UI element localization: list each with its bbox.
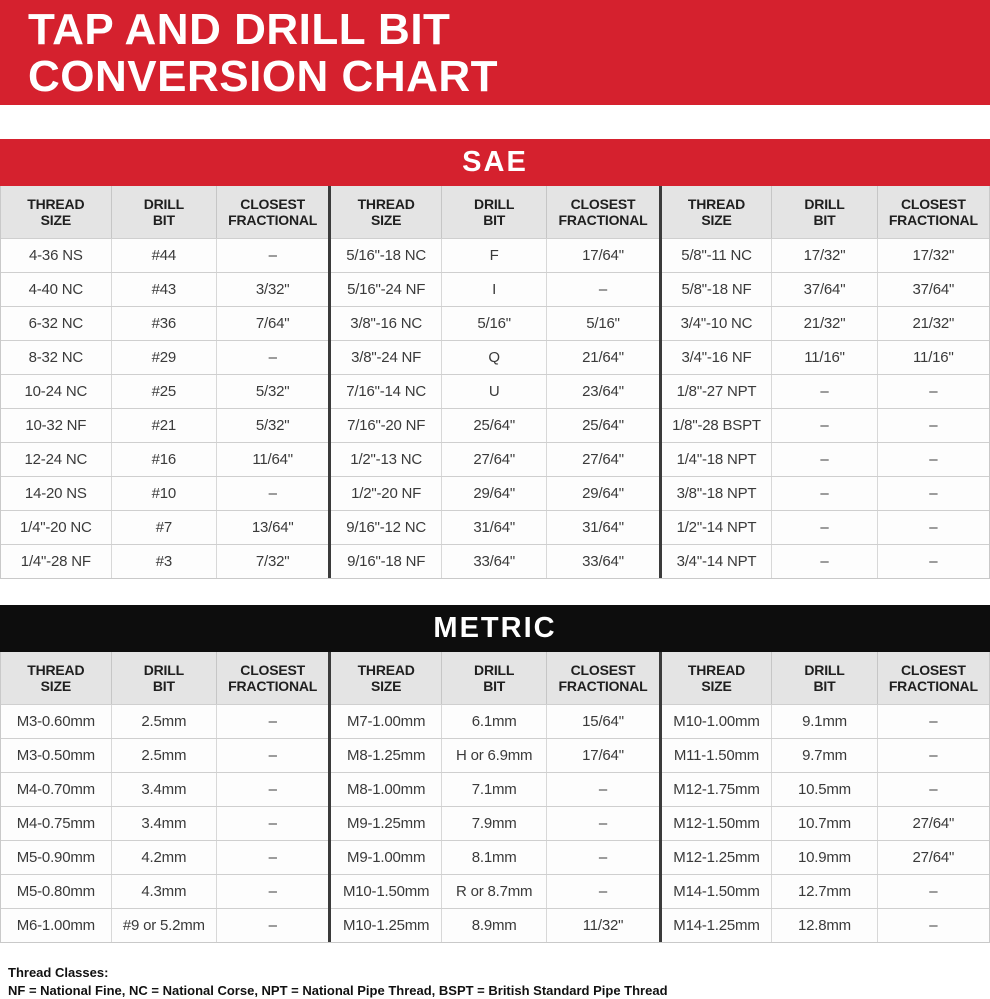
table-row xyxy=(1,908,328,942)
column-header-row xyxy=(662,186,989,238)
table-row xyxy=(662,442,989,476)
table-row xyxy=(331,544,658,578)
table-row xyxy=(331,908,658,942)
cell-thread-size: 6-32 NC xyxy=(28,315,84,332)
footnote-definitions: NF = National Fine, NC = National Corse, NPT = National Pipe Thread, BSPT = British Standard Pipe Thread xyxy=(8,983,668,998)
cell-closest-fractional: – xyxy=(546,875,658,908)
cell-thread-size: 5/16"-18 NC xyxy=(346,247,427,264)
column-header-closest-fractional: CLOSEST FRACTIONAL xyxy=(546,652,658,704)
metric-table xyxy=(0,605,990,943)
column-header-thread-size: THREAD SIZE xyxy=(687,662,746,694)
cell-thread-size: M3-0.60mm xyxy=(16,713,95,730)
cell-drill-bit: H or 6.9mm xyxy=(441,739,546,772)
cell-closest-fractional: 21/64" xyxy=(546,341,658,374)
column-header-drill-bit: DRILL BIT xyxy=(111,186,216,238)
cell-closest-fractional: 29/64" xyxy=(546,477,658,510)
cell-thread-size: 9/16"-12 NC xyxy=(346,519,427,536)
table-row xyxy=(662,374,989,408)
table-row xyxy=(1,704,328,738)
page-title-line-2: CONVERSION CHART xyxy=(28,51,499,101)
cell-closest-fractional: 11/64" xyxy=(216,443,328,476)
table-row xyxy=(1,476,328,510)
cell-thread-size: M10-1.25mm xyxy=(342,917,430,934)
cell-drill-bit: #44 xyxy=(111,239,216,272)
cell-closest-fractional: – xyxy=(216,909,328,942)
cell-thread-size: 1/2"-13 NC xyxy=(350,451,422,468)
cell-closest-fractional: – xyxy=(877,739,989,772)
cell-closest-fractional: 3/32" xyxy=(216,273,328,306)
table-row xyxy=(662,306,989,340)
table-row xyxy=(662,272,989,306)
cell-closest-fractional: 5/32" xyxy=(216,375,328,408)
cell-closest-fractional: – xyxy=(877,909,989,942)
cell-closest-fractional: 27/64" xyxy=(877,841,989,874)
cell-thread-size: 1/2"-14 NPT xyxy=(676,519,757,536)
footnote-heading: Thread Classes: xyxy=(8,965,109,980)
cell-drill-bit: 8.1mm xyxy=(441,841,546,874)
cell-thread-size: 1/4"-18 NPT xyxy=(676,451,757,468)
cell-thread-size: M8-1.25mm xyxy=(347,747,426,764)
cell-drill-bit: 2.5mm xyxy=(111,705,216,738)
cell-drill-bit: 37/64" xyxy=(771,273,876,306)
cell-thread-size: 3/8"-16 NC xyxy=(350,315,422,332)
table-row xyxy=(331,806,658,840)
cell-thread-size: 7/16"-20 NF xyxy=(347,417,426,434)
metric-column-group-1 xyxy=(1,652,328,942)
table-row xyxy=(331,874,658,908)
cell-closest-fractional: – xyxy=(877,477,989,510)
table-row xyxy=(1,544,328,578)
cell-drill-bit: #3 xyxy=(111,545,216,578)
cell-thread-size: 3/8"-18 NPT xyxy=(676,485,757,502)
cell-thread-size: M14-1.50mm xyxy=(673,883,760,900)
cell-drill-bit: 9.7mm xyxy=(771,739,876,772)
metric-column-group-3 xyxy=(659,652,989,942)
table-row xyxy=(662,840,989,874)
cell-drill-bit: #16 xyxy=(111,443,216,476)
metric-title: METRIC xyxy=(433,612,557,644)
column-header-drill-bit: DRILL BIT xyxy=(441,186,546,238)
cell-closest-fractional: – xyxy=(877,545,989,578)
cell-thread-size: M9-1.00mm xyxy=(347,849,426,866)
table-row xyxy=(1,408,328,442)
cell-thread-size: 3/4"-14 NPT xyxy=(676,553,757,570)
table-row xyxy=(331,374,658,408)
table-row xyxy=(1,738,328,772)
cell-drill-bit: 12.7mm xyxy=(771,875,876,908)
cell-drill-bit: 10.5mm xyxy=(771,773,876,806)
sae-title-band xyxy=(0,139,990,186)
cell-closest-fractional: – xyxy=(216,477,328,510)
column-header-thread-size: THREAD SIZE xyxy=(357,662,415,694)
cell-closest-fractional: – xyxy=(216,739,328,772)
table-row xyxy=(1,238,328,272)
table-row xyxy=(331,306,658,340)
column-header-closest-fractional: CLOSEST FRACTIONAL xyxy=(877,652,989,704)
column-header-row xyxy=(662,652,989,704)
sae-grid xyxy=(0,186,990,579)
cell-closest-fractional: 27/64" xyxy=(877,807,989,840)
cell-thread-size: 1/8"-28 BSPT xyxy=(672,417,761,434)
cell-drill-bit: 31/64" xyxy=(441,511,546,544)
cell-thread-size: M10-1.00mm xyxy=(673,713,760,730)
cell-thread-size: 1/4"-28 NF xyxy=(20,553,91,570)
cell-thread-size: M12-1.75mm xyxy=(673,781,760,798)
cell-drill-bit: 4.2mm xyxy=(111,841,216,874)
cell-drill-bit: 2.5mm xyxy=(111,739,216,772)
table-row xyxy=(1,874,328,908)
cell-drill-bit: 7.9mm xyxy=(441,807,546,840)
table-row xyxy=(1,442,328,476)
cell-drill-bit: – xyxy=(771,511,876,544)
cell-drill-bit: #9 or 5.2mm xyxy=(111,909,216,942)
cell-thread-size: 12-24 NC xyxy=(24,451,88,468)
cell-thread-size: 3/4"-16 NF xyxy=(681,349,752,366)
cell-closest-fractional: 11/32" xyxy=(546,909,658,942)
table-row xyxy=(662,238,989,272)
cell-thread-size: 5/16"-24 NF xyxy=(347,281,426,298)
cell-closest-fractional: 27/64" xyxy=(546,443,658,476)
column-header-row xyxy=(1,186,328,238)
cell-thread-size: M7-1.00mm xyxy=(347,713,426,730)
cell-thread-size: 3/4"-10 NC xyxy=(680,315,753,332)
cell-thread-size: 3/8"-24 NF xyxy=(351,349,422,366)
cell-drill-bit: – xyxy=(771,443,876,476)
cell-drill-bit: #10 xyxy=(111,477,216,510)
column-header-thread-size: THREAD SIZE xyxy=(27,196,85,228)
cell-thread-size: M11-1.50mm xyxy=(673,747,760,764)
cell-drill-bit: – xyxy=(771,409,876,442)
cell-thread-size: 10-32 NF xyxy=(25,417,87,434)
cell-drill-bit: #36 xyxy=(111,307,216,340)
cell-closest-fractional: – xyxy=(216,705,328,738)
table-row xyxy=(331,840,658,874)
table-row xyxy=(1,772,328,806)
column-header-closest-fractional: CLOSEST FRACTIONAL xyxy=(216,186,328,238)
cell-closest-fractional: 37/64" xyxy=(877,273,989,306)
page-title-line-1: TAP AND DRILL BIT xyxy=(28,4,451,54)
table-row xyxy=(662,544,989,578)
metric-column-group-2 xyxy=(328,652,658,942)
cell-thread-size: M9-1.25mm xyxy=(347,815,426,832)
table-row xyxy=(662,806,989,840)
cell-closest-fractional: – xyxy=(216,239,328,272)
cell-drill-bit: 5/16" xyxy=(441,307,546,340)
cell-closest-fractional: 21/32" xyxy=(877,307,989,340)
cell-closest-fractional: 23/64" xyxy=(546,375,658,408)
table-row xyxy=(1,340,328,374)
cell-closest-fractional: – xyxy=(546,841,658,874)
column-header-row xyxy=(1,652,328,704)
cell-thread-size: 9/16"-18 NF xyxy=(347,553,426,570)
thread-classes-footnote xyxy=(0,965,990,999)
metric-grid xyxy=(0,652,990,943)
cell-closest-fractional: – xyxy=(877,511,989,544)
column-header-drill-bit: DRILL BIT xyxy=(771,652,876,704)
cell-drill-bit: R or 8.7mm xyxy=(441,875,546,908)
cell-closest-fractional: 17/32" xyxy=(877,239,989,272)
table-row xyxy=(1,806,328,840)
sae-table xyxy=(0,139,990,579)
table-row xyxy=(1,840,328,874)
cell-drill-bit: Q xyxy=(441,341,546,374)
table-row xyxy=(331,238,658,272)
cell-closest-fractional: – xyxy=(216,807,328,840)
column-header-drill-bit: DRILL BIT xyxy=(111,652,216,704)
cell-drill-bit: 29/64" xyxy=(441,477,546,510)
cell-thread-size: 4-36 NS xyxy=(29,247,83,264)
table-row xyxy=(662,340,989,374)
cell-closest-fractional: 33/64" xyxy=(546,545,658,578)
sae-column-group-2 xyxy=(328,186,658,578)
table-row xyxy=(1,374,328,408)
column-header-row xyxy=(331,652,658,704)
metric-title-band xyxy=(0,605,990,652)
cell-thread-size: 5/8"-11 NC xyxy=(681,247,752,264)
cell-thread-size: 1/2"-20 NF xyxy=(351,485,422,502)
cell-thread-size: M14-1.25mm xyxy=(673,917,760,934)
cell-drill-bit: U xyxy=(441,375,546,408)
cell-drill-bit: – xyxy=(771,477,876,510)
cell-drill-bit: 10.7mm xyxy=(771,807,876,840)
table-row xyxy=(662,704,989,738)
column-header-thread-size: THREAD SIZE xyxy=(687,196,746,228)
cell-thread-size: 5/8"-18 NF xyxy=(681,281,752,298)
table-row xyxy=(331,340,658,374)
table-row xyxy=(331,772,658,806)
table-row xyxy=(662,908,989,942)
cell-drill-bit: #29 xyxy=(111,341,216,374)
cell-closest-fractional: – xyxy=(546,807,658,840)
cell-closest-fractional: 15/64" xyxy=(546,705,658,738)
table-row xyxy=(331,442,658,476)
cell-drill-bit: 12.8mm xyxy=(771,909,876,942)
table-row xyxy=(662,738,989,772)
cell-drill-bit: 21/32" xyxy=(771,307,876,340)
cell-drill-bit: 10.9mm xyxy=(771,841,876,874)
cell-drill-bit: 11/16" xyxy=(771,341,876,374)
cell-thread-size: 8-32 NC xyxy=(28,349,84,366)
column-header-thread-size: THREAD SIZE xyxy=(357,196,415,228)
cell-drill-bit: I xyxy=(441,273,546,306)
table-row xyxy=(662,476,989,510)
sae-title: SAE xyxy=(462,146,528,178)
cell-closest-fractional: 31/64" xyxy=(546,511,658,544)
cell-drill-bit: 7.1mm xyxy=(441,773,546,806)
cell-thread-size: 4-40 NC xyxy=(28,281,84,298)
cell-thread-size: M5-0.80mm xyxy=(16,883,95,900)
table-row xyxy=(1,306,328,340)
cell-closest-fractional: – xyxy=(216,341,328,374)
cell-thread-size: M3-0.50mm xyxy=(16,747,95,764)
cell-closest-fractional: – xyxy=(546,273,658,306)
cell-drill-bit: 27/64" xyxy=(441,443,546,476)
table-row xyxy=(331,704,658,738)
cell-closest-fractional: – xyxy=(877,409,989,442)
column-header-closest-fractional: CLOSEST FRACTIONAL xyxy=(546,186,658,238)
cell-thread-size: 10-24 NC xyxy=(24,383,88,400)
cell-closest-fractional: 7/32" xyxy=(216,545,328,578)
column-header-thread-size: THREAD SIZE xyxy=(27,662,85,694)
cell-closest-fractional: – xyxy=(216,841,328,874)
column-header-closest-fractional: CLOSEST FRACTIONAL xyxy=(216,652,328,704)
table-row xyxy=(331,510,658,544)
cell-closest-fractional: 13/64" xyxy=(216,511,328,544)
cell-closest-fractional: 7/64" xyxy=(216,307,328,340)
cell-closest-fractional: 5/16" xyxy=(546,307,658,340)
cell-thread-size: 1/4"-20 NC xyxy=(19,519,92,536)
cell-thread-size: M4-0.75mm xyxy=(16,815,95,832)
cell-drill-bit: 4.3mm xyxy=(111,875,216,908)
cell-thread-size: M10-1.50mm xyxy=(342,883,430,900)
sae-column-group-1 xyxy=(1,186,328,578)
cell-drill-bit: 25/64" xyxy=(441,409,546,442)
cell-closest-fractional: 25/64" xyxy=(546,409,658,442)
cell-drill-bit: #25 xyxy=(111,375,216,408)
cell-drill-bit: 3.4mm xyxy=(111,807,216,840)
cell-thread-size: M4-0.70mm xyxy=(16,781,95,798)
table-row xyxy=(1,510,328,544)
cell-drill-bit: 17/32" xyxy=(771,239,876,272)
cell-drill-bit: 9.1mm xyxy=(771,705,876,738)
cell-drill-bit: – xyxy=(771,545,876,578)
column-header-row xyxy=(331,186,658,238)
cell-thread-size: M12-1.50mm xyxy=(673,815,760,832)
cell-closest-fractional: – xyxy=(877,375,989,408)
cell-drill-bit: 8.9mm xyxy=(441,909,546,942)
cell-drill-bit: – xyxy=(771,375,876,408)
cell-closest-fractional: – xyxy=(216,773,328,806)
table-row xyxy=(662,874,989,908)
cell-closest-fractional: 17/64" xyxy=(546,739,658,772)
table-row xyxy=(331,738,658,772)
cell-thread-size: 1/8"-27 NPT xyxy=(676,383,757,400)
cell-thread-size: 7/16"-14 NC xyxy=(346,383,427,400)
cell-closest-fractional: – xyxy=(877,443,989,476)
cell-closest-fractional: 11/16" xyxy=(877,341,989,374)
cell-closest-fractional: – xyxy=(546,773,658,806)
column-header-drill-bit: DRILL BIT xyxy=(771,186,876,238)
cell-closest-fractional: 5/32" xyxy=(216,409,328,442)
table-row xyxy=(662,510,989,544)
cell-drill-bit: F xyxy=(441,239,546,272)
column-header-drill-bit: DRILL BIT xyxy=(441,652,546,704)
cell-thread-size: M12-1.25mm xyxy=(673,849,760,866)
cell-closest-fractional: 17/64" xyxy=(546,239,658,272)
table-row xyxy=(331,408,658,442)
table-row xyxy=(1,272,328,306)
cell-closest-fractional: – xyxy=(877,773,989,806)
cell-thread-size: M5-0.90mm xyxy=(16,849,95,866)
cell-drill-bit: 6.1mm xyxy=(441,705,546,738)
page-header xyxy=(0,0,990,105)
cell-thread-size: M6-1.00mm xyxy=(16,917,95,934)
sae-column-group-3 xyxy=(659,186,989,578)
cell-closest-fractional: – xyxy=(877,705,989,738)
cell-drill-bit: 33/64" xyxy=(441,545,546,578)
table-row xyxy=(331,272,658,306)
table-row xyxy=(662,772,989,806)
table-row xyxy=(662,408,989,442)
cell-closest-fractional: – xyxy=(877,875,989,908)
cell-thread-size: M8-1.00mm xyxy=(347,781,426,798)
cell-drill-bit: #21 xyxy=(111,409,216,442)
cell-thread-size: 14-20 NS xyxy=(24,485,87,502)
cell-drill-bit: #43 xyxy=(111,273,216,306)
cell-drill-bit: #7 xyxy=(111,511,216,544)
cell-closest-fractional: – xyxy=(216,875,328,908)
column-header-closest-fractional: CLOSEST FRACTIONAL xyxy=(877,186,989,238)
table-row xyxy=(331,476,658,510)
cell-drill-bit: 3.4mm xyxy=(111,773,216,806)
